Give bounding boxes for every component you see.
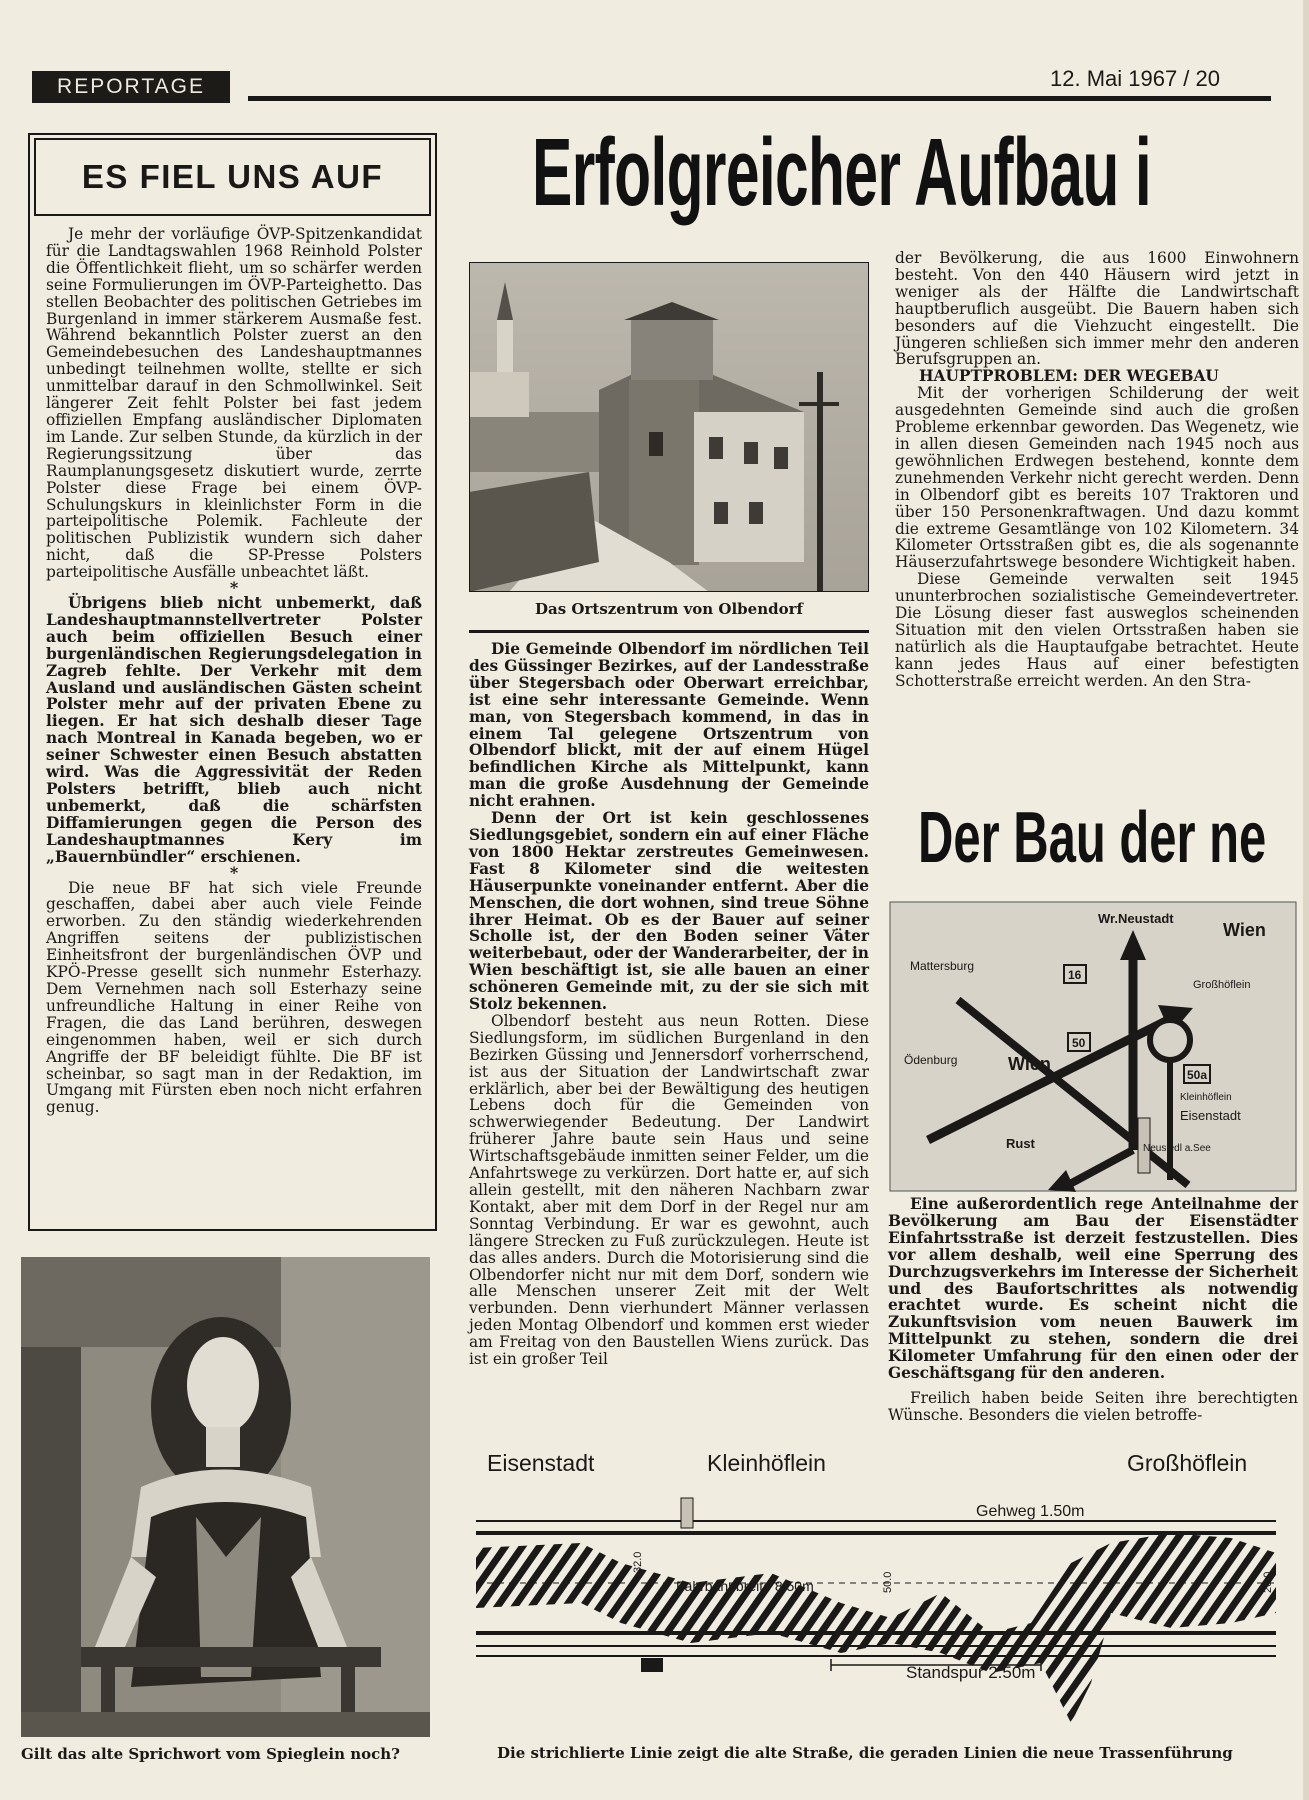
- map-label-wien-top: Wien: [1223, 920, 1266, 940]
- headline-main-text: Erfolgreicher Aufbau i: [532, 119, 1152, 226]
- right-paragraph-5: Freilich haben beide Seiten ihre berechtigten Wünsche. Besonders die vielen betroffe-: [888, 1388, 1298, 1424]
- middle-paragraph-2: Denn der Ort ist kein geschlossenes Siedlungsgebiet, sondern ein auf einer Fläche von 1800 Hektar zerstreutes Gemeinwesen. Fast 8 Kilometer sind die weitesten Häuserpunkte voneinander entfernt. Aber die Menschen, die dort wohnen, sind treue Söhne ihrer Heimat. Ob es der Bauer auf seiner Scholle ist, der den Boden seiner Väter weiterbebaut, oder der Wanderarbeiter, der in Wien beschäftigt ist, sie alle bauen an einer schöneren Gemeinde mit, zu der sie sich mit Stolz bekennen.: [469, 809, 869, 1014]
- map-label-grosshoeflein: Großhöflein: [1193, 979, 1251, 991]
- right-paragraph-1: der Bevölkerung, die aus 1600 Einwohnern besteht. Von den 440 Häusern wird jetzt in weniger als der Hälfte die Landwirtschaft hauptberuflich ausgeübt. Die Bauern haben sich besonders auf die Viehzucht eingestellt. Die Jüngeren schließen sich immer mehr den anderen Berufsgruppen an.: [895, 249, 1299, 369]
- page-edge: [1303, 0, 1309, 1800]
- issue-date: 12. Mai 1967 / 20: [1050, 66, 1221, 91]
- road-map-drawing: [888, 900, 1298, 1193]
- right-column-lower: [888, 1196, 1298, 1424]
- road-km-label-1: 50.0: [882, 1571, 894, 1593]
- road-diagram-drawing: [471, 1443, 1279, 1733]
- photo-olbendorf-center: [469, 262, 869, 592]
- map-label-kleinhoeflein: Kleinhöflein: [1180, 1092, 1232, 1103]
- map-label-road-50: 50: [1072, 1036, 1086, 1050]
- map-label-rust: Rust: [1006, 1136, 1035, 1151]
- road-km-label-3: 20.0: [1262, 1571, 1274, 1593]
- road-label-gehweg: Gehweg 1.50m: [976, 1503, 1085, 1520]
- middle-paragraph-3: Olbendorf besteht aus neun Rotten. Diese Siedlungsform, im südlichen Burgenland in den Bezirken Güssing und Jennersdorf vorherrschend, ist aus der Situation der Landwirtschaft zwar erklärlich, aber bei der Bewältigung des heutigen Lebens doch für die Gemeinden von schwerwiegender Bedeutung. Der Landwirt früherer Jahre baute sein Haus und seine Wirtschaftsgebäude inmitten seiner Felder, um die Anfahrtswege zu verkürzen. Dort hatte er, auf sich allein gestellt, mit den näheren Nachbarn zwar Kontakt, aber mit dem Dorf in der Regel nur am Sonntag Verbindung. Er war es gewohnt, auch längere Strecken zu Fuß zurückzulegen. Heute ist das alles anders. Durch die Motorisierung sind die Olbendorfer nicht nur mit dem Dorf, sondern wie alle Menschen unserer Zeit mit der Welt verbunden. Denn vierhundert Männer verlassen jeden Montag Olbendorf und kommen erst wieder am Freitag von den Baustellen Wiens zurück. Das ist ein großer Teil: [469, 1011, 869, 1369]
- right-paragraph-4: Eine außerordentlich rege Anteilnahme der Bevölkerung am Bau der Eisenstädter Einfahrtsstraße ist derzeit festzustellen. Dies vor allem deshalb, weil eine Sperrung des Durchzugsverkehrs im Interesse der Sicherheit und des Baufortschrittes als notwendig erachtet wurde. Es scheint nicht die Zukunftsvision vom neuen Bauwerk im Mittelpunkt zu stehen, sondern die drei Kilometer Umfahrung für den einen oder der Geschäftsgang für den anderen.: [888, 1195, 1298, 1383]
- map-label-mattersburg: Mattersburg: [910, 959, 975, 973]
- road-cross-section-diagram: [471, 1443, 1279, 1733]
- box-separator-1: *: [229, 578, 239, 598]
- road-diagram-caption: Die strichlierte Linie zeigt die alte Straße, die geraden Linien die neue Trassenführung: [497, 1744, 1233, 1762]
- box-paragraph-2: Übrigens blieb nicht unbemerkt, daß Landeshauptmannstellvertreter Polster auch beim offiziellen Besuch einer burgenländischen Regierungsdelegation in Zagreb fehlte. Der Verkehr mit dem Ausland und ausländischen Gästen scheint Polster mehr auf der privaten Ebene zu liegen. Er hat sich deshalb dieser Tage nach Montreal in Kanada begeben, wo er seiner Schwester einen Besuch abstatten wird. Was die Aggressivität der Reden Polsters betrifft, blieb auch nicht unbemerkt, daß die schärfsten Diffamierungen gegen die Person des Landeshauptmannes Kery im „Bauernbündler“ erschienen.: [46, 594, 422, 866]
- map-label-wien-mid: Wien: [1008, 1054, 1051, 1074]
- map-label-oedenburg: Ödenburg: [904, 1053, 958, 1067]
- road-label-kleinhoeflein: Kleinhöflein: [707, 1450, 826, 1476]
- road-map-eisenstadt: [888, 900, 1298, 1193]
- road-label-fahrbahn: Fahrbahnbreite 8.50m: [676, 1578, 814, 1594]
- headline-second: [918, 795, 1309, 885]
- box-separator-2: *: [229, 862, 239, 882]
- section-tag: REPORTAGE: [32, 71, 230, 103]
- right-column: [895, 250, 1299, 690]
- sidebar-box-body: [46, 226, 422, 1116]
- sidebar-box-title: ES FIEL UNS AUF: [34, 138, 431, 216]
- header-rule: [248, 96, 1271, 101]
- map-label-wrneustadt: Wr.Neustadt: [1098, 911, 1174, 926]
- map-label-neusiedl: Neusiedl a.See: [1143, 1143, 1211, 1154]
- road-km-label-2: 32.0: [632, 1551, 644, 1573]
- right-paragraph-2: Mit der vorherigen Schilderung der weit ausgedehnten Gemeinde sind auch die großen Probleme erkennbar geworden. Das Wegenetz, wie in allen diesen Gemeinden nach 1945 noch aus gewöhnlichen Erdwegen bestehend, konnte dem zunehmenden Verkehr nicht gerecht werden. Denn in Olbendorf gibt es bereits 107 Traktoren und über 150 Personenkraftwagen. Und dazu kommt die extreme Gesamtlänge von 102 Kilometern. 34 Kilometer Ortsstraßen gibt es, die als sogenannte Häuserzufahrtswege besondere Wichtigkeit haben.: [895, 384, 1299, 572]
- map-label-road-16: 16: [1068, 968, 1082, 982]
- right-paragraph-3: Diese Gemeinde verwalten seit 1945 ununterbrochen sozialistische Gemeindevertreter. Die Lösung dieser fast ausweglos scheinenden Situation mit den vielen Ortsstraßen haben sie natürlich als die Hauptaufgabe betrachtet. Heute kann jedes Haus auf einer befestigten Schotterstraße erreicht werden. An den Stra-: [895, 570, 1299, 690]
- middle-column: [469, 641, 869, 1368]
- map-label-eisenstadt: Eisenstadt: [1180, 1108, 1241, 1123]
- photo-olbendorf-drawing: [469, 262, 869, 592]
- photo-woman-drawing: [21, 1257, 430, 1737]
- middle-column-rule: [469, 630, 869, 633]
- road-label-standspur: Standspur 2.50m: [906, 1663, 1036, 1682]
- photo-caption-olbendorf: Das Ortszentrum von Olbendorf: [535, 600, 803, 618]
- headline-main: [532, 118, 1309, 230]
- photo-woman: [21, 1257, 430, 1737]
- headline-second-text: Der Bau der ne: [918, 798, 1267, 878]
- photo-caption-woman: Gilt das alte Sprichwort vom Spieglein noch?: [21, 1745, 400, 1763]
- middle-lead: Die Gemeinde Olbendorf im nördlichen Teil des Güssinger Bezirkes, auf der Landesstraße über Stegersbach oder Oberwart erreichbar, ist eine sehr interessante Gemeinde. Wenn man, von Stegersbach kommend, in das in einem Tal gelegene Ortszentrum von Olbendorf blickt, mit der auf einem Hügel befindlichen Kirche als Mittelpunkt, kann man die große Ausdehnung der Gemeinde nicht erahnen.: [469, 640, 869, 811]
- box-paragraph-1: Je mehr der vorläufige ÖVP-Spitzenkandidat für die Landtagswahlen 1968 Reinhold Polster die Öffentlichkeit flieht, um so schärfer werden seine Formulierungen im ÖVP-Parteighetto. Das stellen Beobachter des politischen Getriebes im Burgenland in immer stärkerem Ausmaße fest. Während bekanntlich Polster zuerst an den Gemeindebesuchen des Landeshauptmannes unbedingt teilnehmen wollte, stellte er sich unmittelbar darauf in den Schmollwinkel. Seit längerer Zeit fehlt Polster bei fast jedem offiziellen Empfang ausländischer Diplomaten im Lande. Zur selben Stunde, da kürzlich in der Regierungssitzung über das Raumplanungsgesetz diskutiert wurde, zerrte Polster diese Frage bei einem ÖVP-Schulungskurs in kleinlichster Form in die parteipolitische Polemik. Fachleute der politischen Publizistik wundern sich daher nicht, daß die SP-Presse Polsters parteipolitische Ausfälle unbeachtet läßt.: [46, 225, 422, 582]
- road-label-eisenstadt: Eisenstadt: [487, 1450, 595, 1476]
- box-paragraph-3: Die neue BF hat sich viele Freunde geschaffen, dabei aber auch viele Feinde erworben. Zu den ständig wiederkehrenden Angriffen seitens der publizistischen Einheitsfront der burgenländischen ÖVP und KPÖ-Presse gesellt sich nunmehr Esterhazy. Dem Vernehmen nach soll Esterhazy seine unfreundliche Haltung in einer Reihe von Fragen, die das Land berühren, deswegen eingenommen haben, weil er sich durch Angriffe der BF beleidigt fühlte. Die BF ist scheinbar, so sagt man in der Redaktion, im Umgang mit Fürsten eben noch nicht erfahren genug.: [46, 878, 422, 1117]
- map-label-road-50a: 50a: [1187, 1068, 1208, 1082]
- road-label-grosshoeflein: Großhöflein: [1127, 1450, 1248, 1476]
- right-subhead: HAUPTPROBLEM: DER WEGEBAU: [919, 367, 1219, 386]
